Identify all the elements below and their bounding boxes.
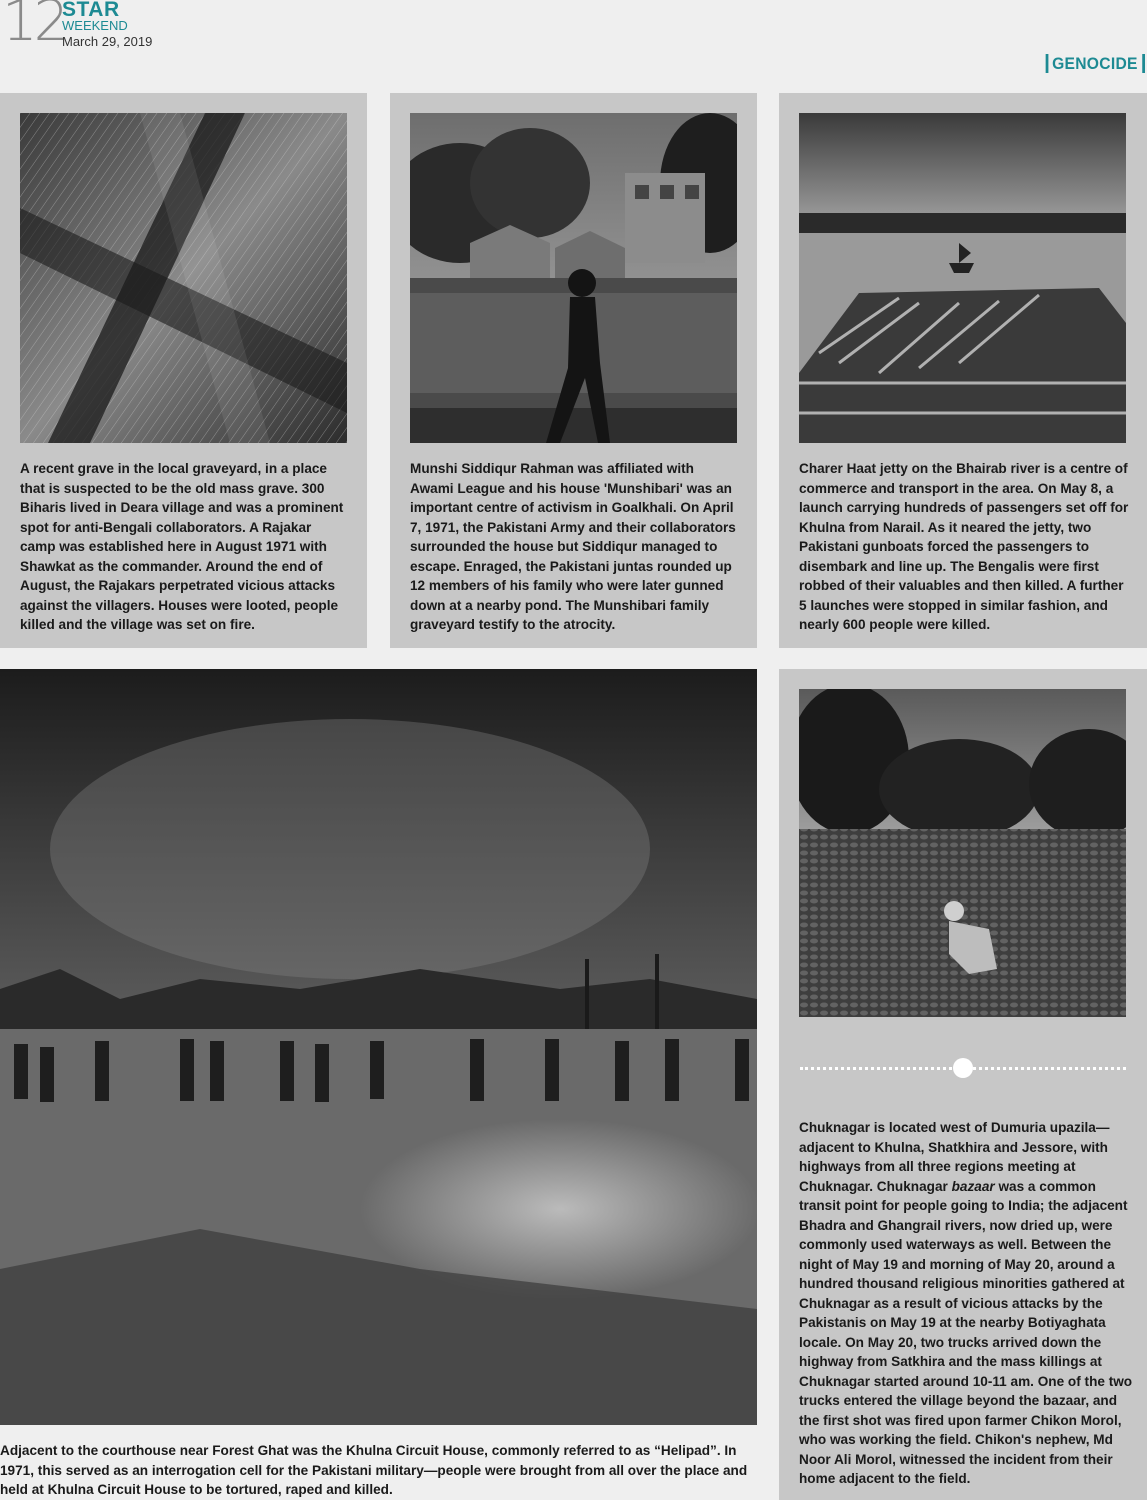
photo-jetty	[799, 113, 1126, 443]
divider-dot	[953, 1058, 973, 1078]
photo-grave	[20, 113, 347, 443]
caption-jetty: Charer Haat jetty on the Bhairab river is a centre of commerce and transport in the area. On May 8, a launch carrying hundreds of passengers set off for Khulna from Narail. As it neared the jetty, two Pakistani gunboats forced the passengers to disembark and line up. The Bengalis were first robbed of their valuables and then killed. A further 5 launches were stopped in similar fashion, and nearly 600 people were killed.	[799, 461, 1129, 632]
brand-name: STAR	[62, 0, 120, 21]
masthead	[0, 0, 300, 60]
caption-munshibari: Munshi Siddiqur Rahman was affiliated with Awami League and his house 'Munshibari' was an important centre of activism in Goalkhali. On April 7, 1971, the Pakistani Army and their collaborators surrounded the house but Siddiqur managed to escape. Enraged, the Pakistani juntas rounded up 12 members of his family who were later gunned down at a nearby pond. The Munshibari family graveyard testify to the atrocity.	[410, 461, 736, 632]
section-tag: GENOCIDE	[1046, 54, 1145, 73]
caption-chuknagar	[799, 1118, 1133, 1489]
brand-subtitle: WEEKEND	[62, 18, 128, 33]
caption-chuknagar-emphasis: bazaar	[951, 1178, 995, 1194]
caption-chuknagar-part-1: Chuknagar is located west of Dumuria upazila—adjacent to Khulna, Shatkhira and Jessore, with highways from all three regions meeting at Chuknagar. Chuknagar	[799, 1120, 1110, 1194]
photo-chuknagar	[799, 689, 1126, 1017]
page-number: 12	[2, 0, 66, 54]
photo-helipad	[0, 669, 757, 1425]
caption-chuknagar-part-2: was a common transit point for people going to India; the adjacent Bhadra and Ghangrail rivers, now dried up, were commonly used waterways as well. Between the night of May 19 and morning of May 20, around a hundred thousand religious minorities gathered at Chuknagar as a result of vicious attacks by the Pakistanis on May 19 at the nearby Botiyaghata locale. On May 20, two trucks arrived down the highway from Satkhira and the mass killings at Chuknagar started around 10-11 am. One of the two trucks entered the village beyond the bazaar, and the first shot was fired upon farmer Chikon Morol, who was working the field. Chikon's nephew, Md Noor Ali Morol, witnessed the incident from their home adjacent to the field.	[799, 1178, 1133, 1486]
section-divider	[800, 1058, 1126, 1078]
photo-munshibari	[410, 113, 737, 443]
caption-helipad: Adjacent to the courthouse near Forest Ghat was the Khulna Circuit House, commonly referred to as “Helipad”. In 1971, this served as an interrogation cell for the Pakistani military—people were brought from all over the place and held at Khulna Circuit House to be tortured, raped and killed.	[0, 1443, 748, 1497]
caption-grave: A recent grave in the local graveyard, in a place that is suspected to be the old mass grave. 300 Biharis lived in Deara village and was a prominent spot for anti-Bengali collaborators. A Rajakar camp was established here in August 1971 with Shawkat as the commander. Around the end of August, the Rajakars perpetrated vicious attacks against the villagers. Houses were looted, people killed and the village was set on fire.	[20, 461, 344, 632]
issue-date: March 29, 2019	[62, 34, 153, 49]
